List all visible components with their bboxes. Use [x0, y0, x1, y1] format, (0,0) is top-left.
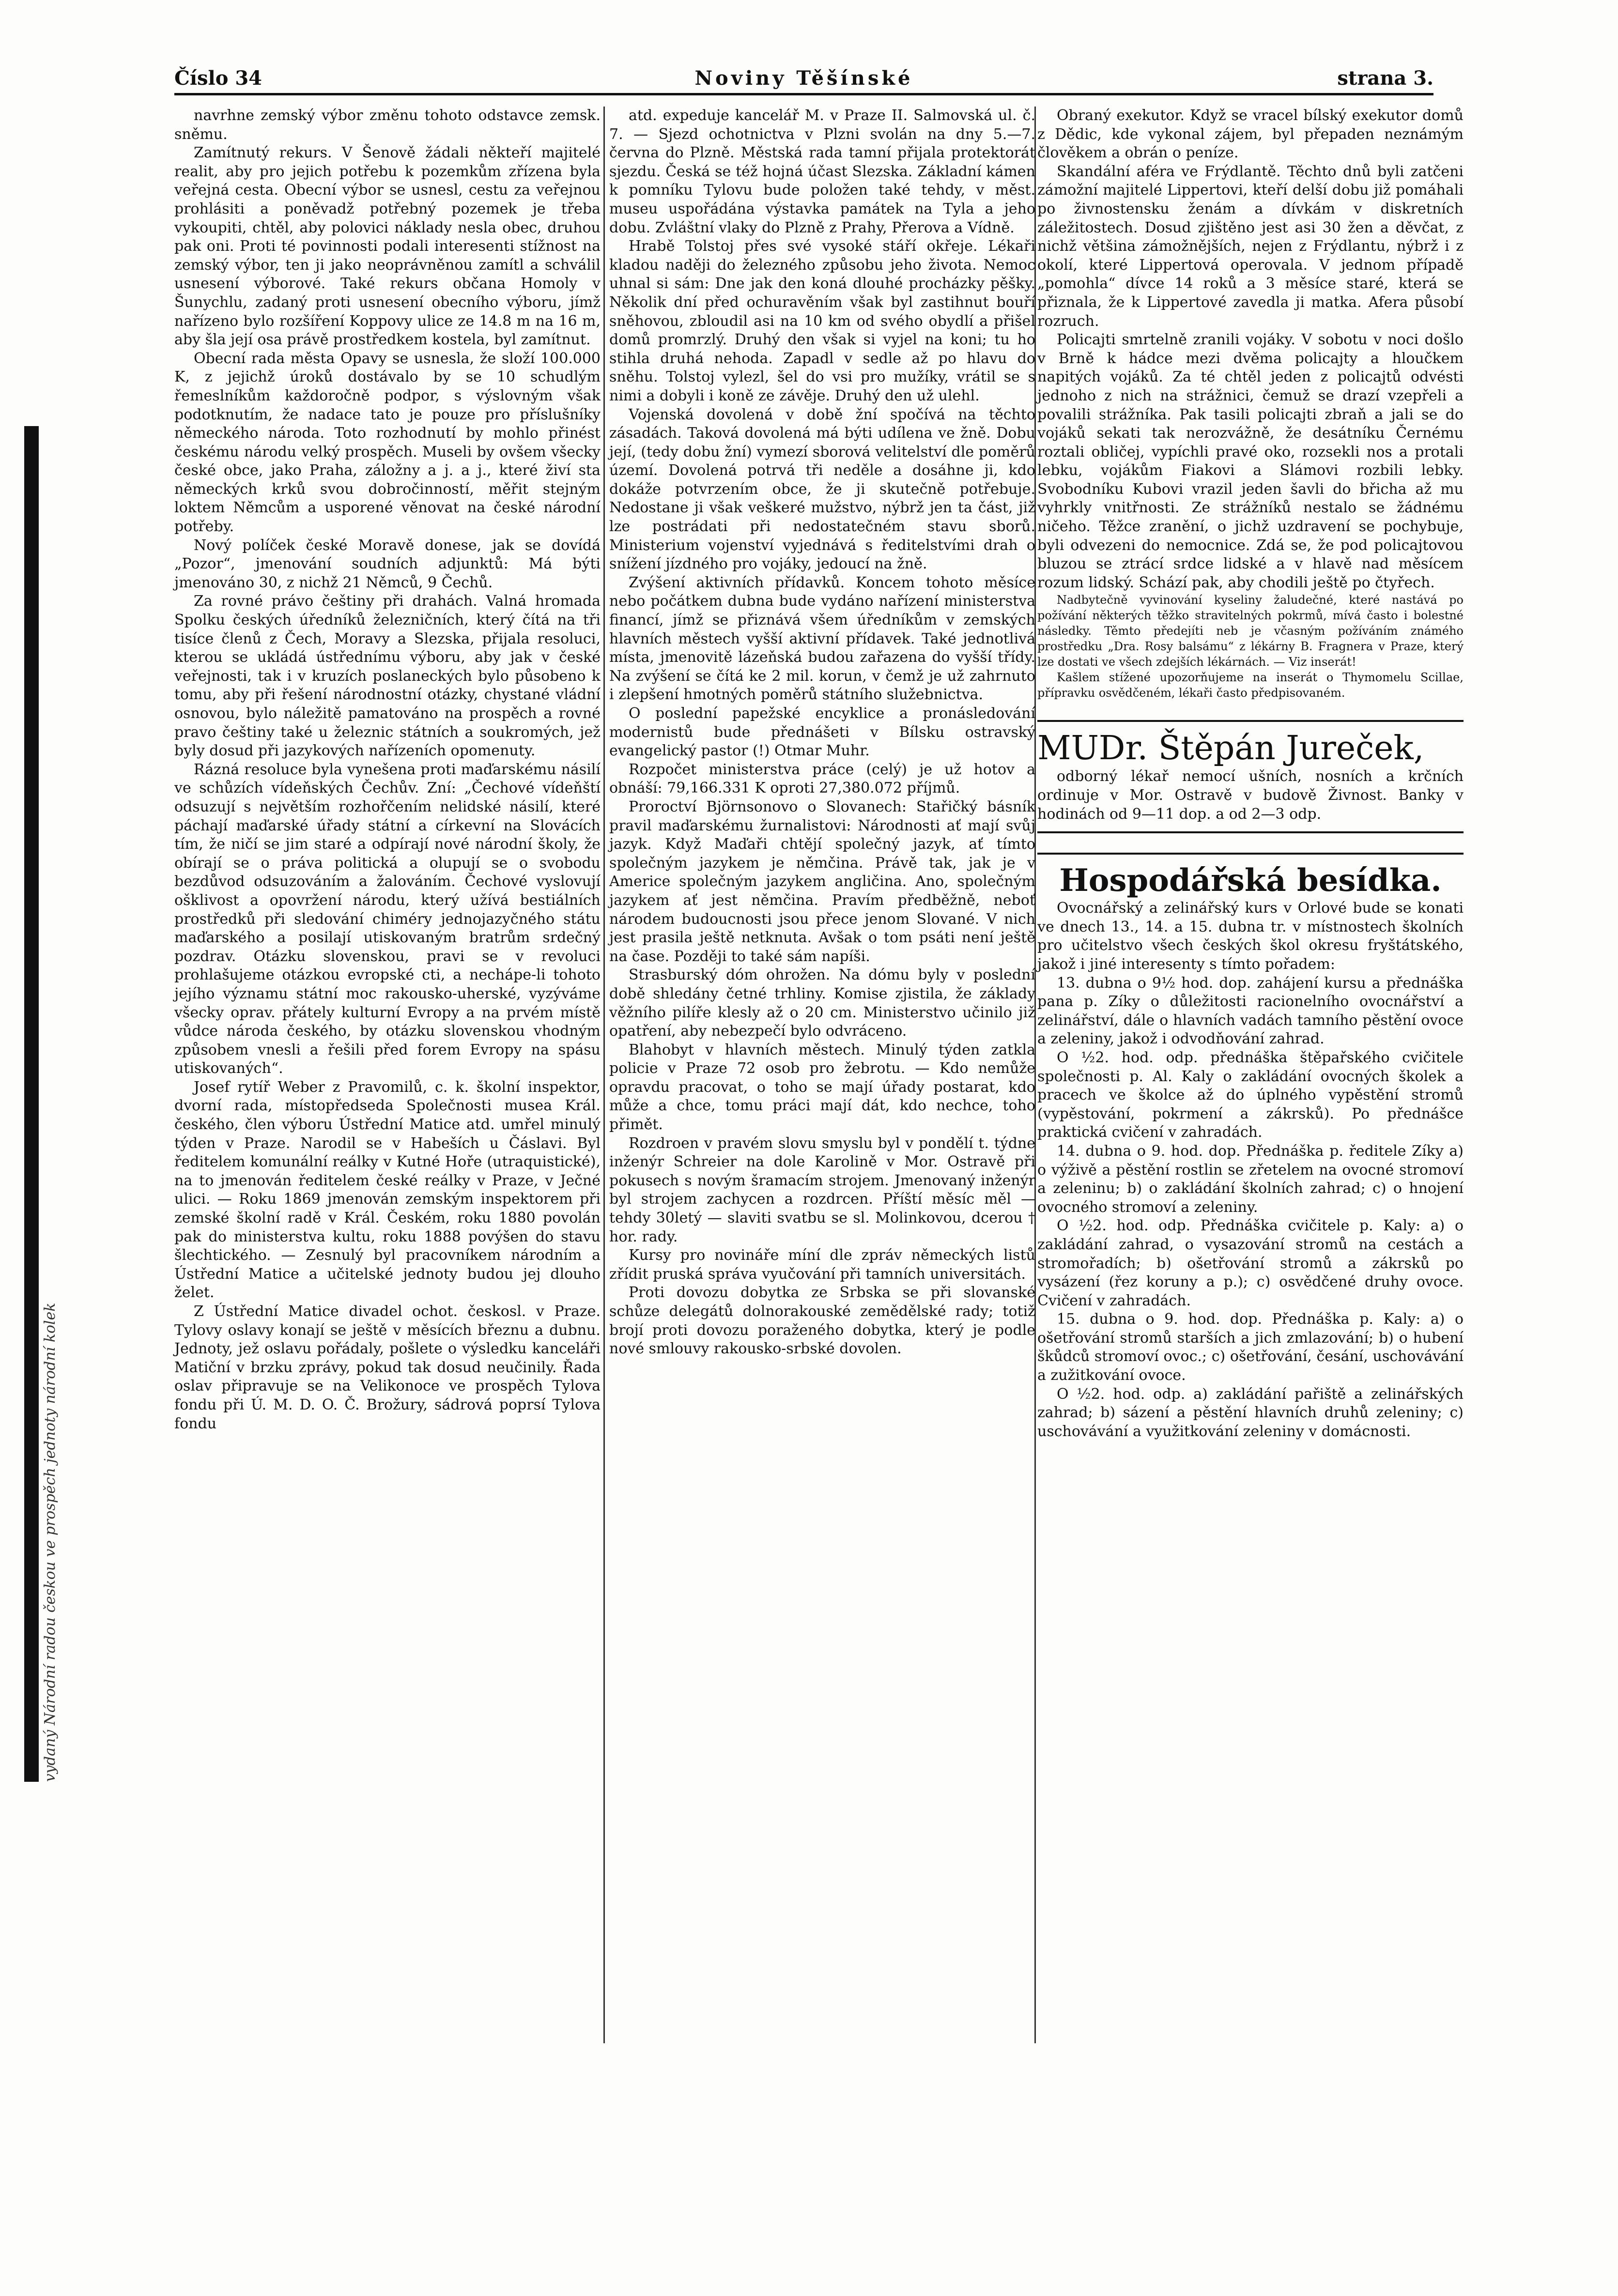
advert-paragraph: Kašlem stížené upozorňujeme na inserát o Thymomelu Scillae, přípravku osvědčeném, lékaři často předpisovaném.: [1037, 671, 1464, 700]
advert-paragraph: Nadbytečně vyvinování kyseliny žaludečné, které nastává po požívání některých těžko stravitelných pokrmů, mívá často i bolestné následky. Těmto předejíti neb je včasným požíváním známého prostředku „Dra. Rosy balsámu“ z lékárny B. Fragnera v Praze, který lze dostati ve všech zdejších lékárnách. — Viz inserát!: [1037, 593, 1464, 669]
article-paragraph: Obecní rada města Opavy se usnesla, že složí 100.000 K, z jejichž úroků dostávalo by se 10 schudlým řemeslníkům každoročně podpor, s výslovným však podotknutím, že nadace tato je pouze pro příslušníky německého národa. Toto rozhodnutí by mohlo přinést českému národu velký prospěch. Museli by ovšem všecky české obce, jako Praha, záložny a j. a j., které živí sta německých krků svou dobročinností, měřit stejným loktem Němcům a usporené věnovat na české národní potřeby.: [174, 350, 601, 536]
side-margin-text: vydaný Národní radou českou ve prospěch jednoty národní kolek: [42, 1302, 59, 1782]
article-paragraph: Rozdroen v pravém slovu smyslu byl v pondělí t. týdne inženýr Schreier na dole Karolině v Mor. Ostravě při pokusech s novým šramacím strojem. Jmenovaný inženýr byl strojem zachycen a rozdrcen. Příští měsíc měl — tehdy 30letý — slaviti svatbu se sl. Molinkovou, dcerou † hor. rady.: [609, 1134, 1035, 1245]
article-paragraph: Rázná resoluce byla vynešena proti maďarskému násilí ve schůzích vídeňských Čechův. Zní: „Čechové vídeňští odsuzují s největším rozhořčením nelidské násilí, které páchají maďarské úřady státní a církevní na Slovácích tím, že ničí se jim staré a odpírají nové národní školy, že obírají se o práva politická a olupují se o svobodu bezdůvod odsuzováním a žalováním. Čechové vyslovují ošklivost a opovržení národu, který užívá bestiálních prostředků při sledování chiméry jednojazyčného státu maďarského a posilají utiskovaným bratrům srdečný pozdrav. Otázku slovenskou, pravi se v revoluci prohlašujeme otázkou evropské cti, a nechápe-li tohoto jejího významu státní moc rakousko-uherské, vyzýváme všecky oprav. přátely kulturní Evropy a na prvém místě vůdce národa českého, by otázku slovenskou vhodným způsobem vnesli a řešili před forem Evropy na spásu utiskovaných“.: [174, 761, 601, 1077]
article-paragraph: O poslední papežské encyklice a pronásledování modernistů bude přednášeti v Bílsku ostravský evangelický pastor (!) Otmar Muhr.: [609, 705, 1035, 760]
column-1: [174, 107, 601, 1433]
page-header: [174, 66, 1433, 95]
section-paragraph: 15. dubna o 9. hod. dop. Přednáška p. Kaly: a) o ošetřování stromů starších a jich zmlazování; b) o hubení škůdců stromoví ovoc.; c) ošetřování, česání, uschovávání a zužitkování ovoce.: [1037, 1311, 1464, 1384]
column-3: [1037, 107, 1464, 1441]
article-paragraph: Strasburský dóm ohrožen. Na dómu byly v poslední době shledány četné trhliny. Komise zjistila, že základy věžního pilíře klesly až o 20 cm. Ministerstvo učinilo již opatření, aby nebezpečí bylo odvráceno.: [609, 966, 1035, 1040]
article-paragraph: Vojenská dovolená v době žní spočívá na těchto zásadách. Taková dovolená má býti udílena ve žně. Dobu její, (tedy dobu žní) vymezí sborová velitelství dle poměrů území. Dovolená potrvá tři neděle a dosáhne ji, kdo dokáže potvrzením obce, že ji skutečně potřebuje. Nedostane ji však veškeré mužstvo, nýbrž jen ta část, již lze postrádati při nedostatečném stavu sborů. Ministerium vojenství vyjednává s ředitelstvími drah o snížení jízdného pro vojáky, jedoucí na žně.: [609, 406, 1035, 573]
article-paragraph: Josef rytíř Weber z Pravomilů, c. k. školní inspektor, dvorní rada, místopředseda Společnosti musea Král. českého, člen výboru Ústřední Matice atd. umřel minulý týden v Praze. Narodil se v Habeších u Čáslavi. Byl ředitelem komunální reálky v Kutné Hoře (utraquistické), na to jmenován ředitelem české reálky v Praze, v Ječné ulici. — Roku 1869 jmenován zemským inspektorem při zemské školní radě v Král. Českém, roku 1880 povolán pak do ministerstva kultu, roku 1888 povýšen do stavu šlechtického. — Zesnulý byl pracovníkem národním a Ústřední Matice a učitelské jednoty budou jej dlouho želet.: [174, 1078, 601, 1301]
article-paragraph: Hrabě Tolstoj přes své vysoké stáří okřeje. Lékaři kladou naději do železného způsobu jeho života. Nemoc uhnal si sám: Dne jak den koná dlouhé procházky pěšky. Několik dní před ochuravěním však byl zastihnut bouří sněhovou, zbloudil asi na 10 km od svého obydlí a přišel domů promrzlý. Druhý den však si vyjel na koni; tu ho stihla druhá nehoda. Zapadl v sedle až po hlavu do sněhu. Tolstoj vylezl, šel do vsi pro mužíky, vrátil se s nimi a dobyli i koně ze závěje. Druhý den už ulehl.: [609, 238, 1035, 404]
side-black-bar: [24, 426, 39, 1782]
doctor-details: odborný lékař nemocí ušních, nosních a krčních ordinuje v Mor. Ostravě v budově Živnost. Banky v hodinách od 9—11 dop. a od 2—3 odp.: [1037, 768, 1464, 823]
doctor-name: MUDr. Štěpán Jureček,: [1037, 729, 1424, 768]
article-paragraph: Policajti smrtelně zranili vojáky. V sobotu v noci došlo v Brně k hádce mezi dvěma policajty a hloučkem napitých vojáků. Za té chtěl jeden z policajtů odvésti jednoho z nich na strážnici, čemuž se drazí vzepřeli a povalili strážníka. Pak tasili policajti zbraň a jali se do vojáků sekati tak nerozvážně, že desátníku Černému roztali obličej, vypíchli pravé oko, rozsekli nos a protali lebku, vojákům Fiakovi a Slámovi rozbili lebky. Svobodníku Kubovi vrazil jeden šavli do břicha až mu vyhrkly vnitřnosti. Ze strážníků nestalo se žádnému ničeho. Těžce zranění, o jichž uzdravení se pochybuje, byli odvezeni do nemocnice. Zdá se, že pod policajtovou bluzou se ztrácí srdce lidské a v hlavě nad měsícem rozum lidský. Schází pak, aby chodili ještě po čtyřech.: [1037, 331, 1464, 591]
article-paragraph: navrhne zemský výbor změnu tohoto odstavce zemsk. sněmu.: [174, 107, 601, 143]
article-paragraph: atd. expeduje kancelář M. v Praze II. Salmovská ul. č. 7. — Sjezd ochotnictva v Plzni svolán na dny 5.—7. června do Plzně. Městská rada tamní přijala protektorát sjezdu. Česká se též hojná účast Slezska. Základní kámen k pomníku Tylovu bude položen také tehdy, v měst. museu uspořádána výstavka památek na Tyla a jeho dobu. Zvláštní vlaky do Plzně z Prahy, Přerova a Vídně.: [609, 107, 1035, 236]
article-paragraph: Obraný exekutor. Když se vracel bílský exekutor domů z Dědic, kde vykonal zájem, byl přepaden neznámým člověkem a obrán o peníze.: [1037, 107, 1464, 162]
page-number: strana 3.: [1337, 67, 1433, 90]
article-paragraph: Proti dovozu dobytka ze Srbska se při slovanské schůze delegátů dolnorakouské zemědělské rady; totiž brojí proti dovozu poraženého dobytka, který je podle nové smlouvy rakousko-srbské dovolen.: [609, 1284, 1035, 1358]
section-paragraph: 14. dubna o 9. hod. dop. Přednáška p. ředitele Zíky a) o výživě a pěstění rostlin se zřetelem na ovocné stromoví a zeleninu; b) o zakládání školních zahrad; c) o hnojení ovocného stromoví a zeleniny.: [1037, 1142, 1464, 1216]
article-paragraph: Kursy pro novináře míní dle zpráv německých listů zřídit pruská správa vyučování při tamních universitách.: [609, 1247, 1035, 1283]
section-paragraph: Ovocnářský a zelinářský kurs v Orlové bude se konati ve dnech 13., 14. a 15. dubna tr. v místnostech školních pro učitelstvo všech českých škol okresu fryštátského, jakož i jiné interesenty s tímto pořadem:: [1037, 900, 1464, 973]
article-paragraph: Za rovné právo češtiny při drahách. Valná hromada Spolku českých úředníků železničních, který čítá na tři tisíce členů z Čech, Moravy a Slezska, přijala resoluci, kterou se ukládá ústřednímu výboru, aby jak v české veřejnosti, tak i v kruzích poslaneckých bylo působeno k tomu, aby při řešení národnostní otázky, chystané vládní osnovou, bylo náležitě pamatováno na prospěch a rovné pravo češtiny také u železnic státních a soukromých, jež byly dosud při jazykových nařízeních opomenuty.: [174, 593, 601, 760]
section-paragraph: O ½2. hod. odp. a) zakládání pařiště a zelinářských zahrad; b) sázení a pěstění hlavních druhů zeleniny; c) uschovávání a využitkování zeleniny v domácnosti.: [1037, 1385, 1464, 1440]
section-paragraph: O ½2. hod. odp. přednáška štěpařského cvičitele společnosti p. Al. Kaly o zakládání ovocných školek a pracech ve školce až do úplného vypěstění stromů (vypěstování, pokrmení a zákrsků). Po přednášce praktická cvičení v zahradách.: [1037, 1049, 1464, 1141]
section-paragraph: 13. dubna o 9½ hod. dop. zahájení kursu a přednáška pana p. Zíky o důležitosti racionelního ovocnářství a zelinářství, dále o hlavních vadách tamního pěstění ovoce a zeleniny, jakož i odvodňování zahrad.: [1037, 974, 1464, 1048]
article-paragraph: Blahobyt v hlavních městech. Minulý týden zatkla policie v Praze 72 osob pro žebrotu. — Kdo nemůže opravdu pracovat, o toho se mají úřady postarat, kdo může a chce, tomu práci mají dát, kdo nechce, toho přimět.: [609, 1041, 1035, 1133]
article-paragraph: Skandální aféra ve Frýdlantě. Těchto dnů byli zatčeni zámožní majitelé Lippertovi, kteří delší dobu již pomáhali po živnostensku ženám a dívkám v diskretních záležitostech. Dosud zjištěno jest asi 30 žen a děvčat, z nichž většina zámožnějších, nejen z Frýdlantu, nýbrž i z okolí, které Lippertová operovala. V jednom případě „pomohla“ dívce 14 roků a 3 měsíce staré, která se přiznala, že k Lippertové zavedla ji matka. Afera působí rozruch.: [1037, 163, 1464, 330]
section-paragraph: O ½2. hod. odp. Přednáška cvičitele p. Kaly: a) o zakládání zahrad, o vysazování stromů na cestách a stromořadích; b) ošetřování stromů a zákrsků po vysázení (řez koruny a p.); c) osvědčené druhy ovoce. Cvičení v zahradách.: [1037, 1217, 1464, 1309]
column-rule: [603, 107, 605, 2043]
issue-number: Číslo 34: [174, 67, 262, 90]
column-2: [609, 107, 1035, 1359]
newspaper-title: Noviny Těšínské: [694, 67, 913, 90]
article-paragraph: Zvýšení aktivních přídavků. Koncem tohoto měsíce nebo počátkem dubna bude vydáno nařízení ministerstva financí, jímž se přiznává všem úředníkům v zemských hlavních městech vyšší aktivní přídavek. Také jednotlivá místa, jmenovitě lázeňská budou zařazena do vyšší třídy. Na zvýšení se čítá ke 2 mil. korun, v čemž je už zahrnuto i zlepšení hmotných poměrů státního služebnictva.: [609, 574, 1035, 704]
article-paragraph: Z Ústřední Matice divadel ochot. českosl. v Praze. Tylovy oslavy konají se ještě v měsících březnu a dubnu. Jednoty, jež oslavu pořádaly, pošlete o výsledku kanceláři Matiční v brzku zprávy, pokud tak dosud neučinily. Řada oslav připravuje se na Velikonoce ve prospěch Tylova fondu při Ú. M. D. O. Č. Brožury, sádrová poprsí Tylova fondu: [174, 1303, 601, 1432]
side-margin-stamp: [24, 426, 68, 1782]
article-paragraph: Proroctví Björnsonovo o Slovanech: Stařičký básník pravil maďarskému žurnalistovi: Národnosti ať mají svůj jazyk. Když Maďaři chtějí společný jazyk, ať tímto společným jazykem je němčina. Právě tak, jak je v Americe společným jazykem angličina. Ano, společným jazykem ať jest němčina. Pravím předběžně, neboť národem budoucnosti jsou přece jenom Slované. V nich jest prasila ještě netknuta. Avšak o tom psáti není ještě na čase. Později to také sám napíši.: [609, 798, 1035, 965]
article-paragraph: Rozpočet ministerstva práce (celý) je už hotov a obnáší: 79,166.331 K oproti 27,380.072 příjmů.: [609, 761, 1035, 797]
article-paragraph: Nový políček české Moravě donese, jak se dovídá „Pozor“, jmenování soudních adjunktů: Má býti jmenováno 30, z nichž 21 Němců, 9 Čechů.: [174, 536, 601, 591]
article-paragraph: Zamítnutý rekurs. V Šenově žádali někteří majitelé realit, aby pro jejich potřebu k pozemkům zřízena byla veřejná cesta. Obecní výbor se usnesl, cestu za veřejnou prohlásiti a poněvadž potřebný pozemek je třeba vykoupiti, chtěl, aby polovici náklady nesla obec, druhou pak oni. Proti té povinnosti podali interesenti stížnost na zemský výbor, ten ji jako neoprávněnou zamítl a schválil usnesení výborové. Také rekurs občana Homoly v Šunychlu, zadaný proti usnesení obecního výboru, jímž nařízeno bylo rozšíření Koppovy ulice ze 14.8 m na 16 m, aby šla její osa právě prostředkem kostela, byl zamítnut.: [174, 144, 601, 349]
section-title: Hospodářská besídka.: [1037, 853, 1464, 899]
doctor-advertisement: [1037, 720, 1464, 833]
